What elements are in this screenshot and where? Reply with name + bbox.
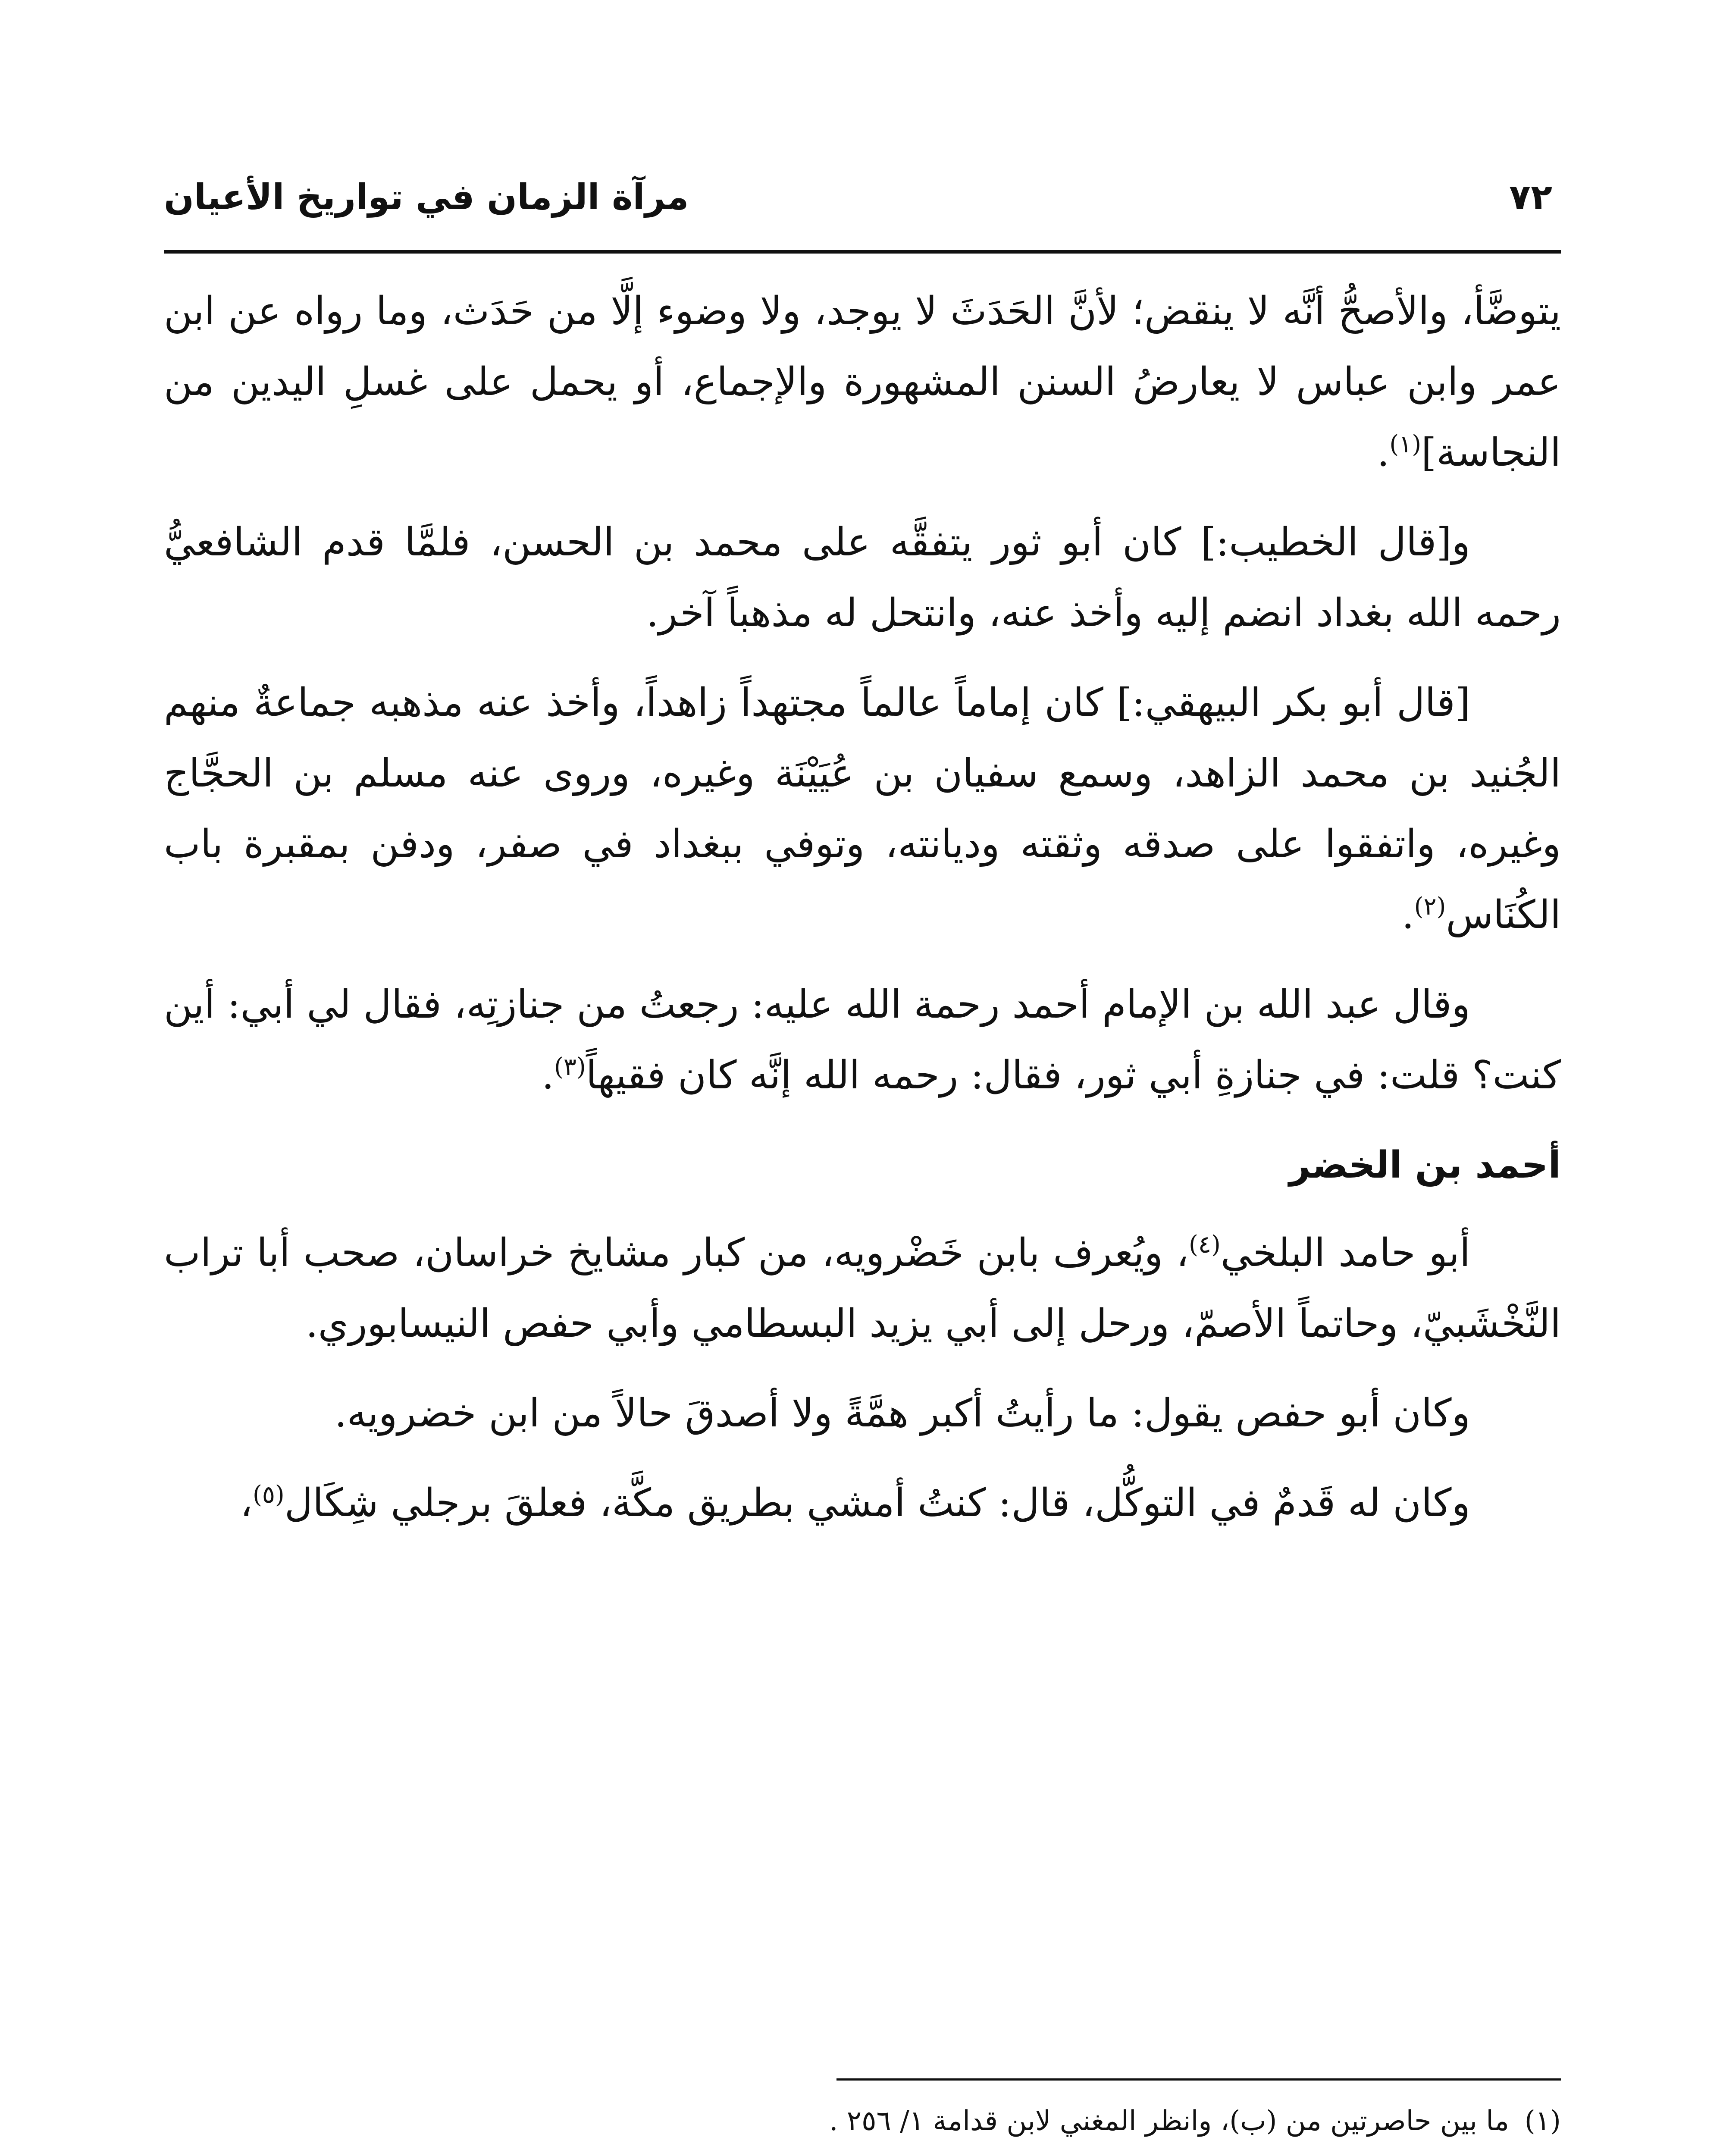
paragraph <box>164 1218 1561 1359</box>
paragraph <box>164 1468 1561 1539</box>
paragraph-text: وكان له قَدمٌ في التوكُّل، قال: كنتُ أمشي بطريق مكَّة، فعلقَ برجلي شِكَال <box>284 1480 1470 1526</box>
footnote-separator <box>836 2078 1561 2081</box>
footnote-text <box>164 2151 1509 2156</box>
footnote-reference: (٢) <box>1414 893 1446 921</box>
footnote <box>164 2096 1561 2147</box>
paragraph <box>164 1378 1561 1449</box>
footnote-reference: (٣) <box>554 1053 586 1081</box>
footnote-reference: (٤) <box>1189 1231 1221 1259</box>
paragraph-text: يتوضَّأ، والأصحُّ أنَّه لا ينقض؛ لأنَّ الحَدَثَ لا يوجد، ولا وضوء إلَّا من حَدَث، وما رواه عن ابن عمر وابن عباس لا يعارضُ السنن المشهورة والإجماع، أو يحمل على غسلِ اليدين من النجاسة] <box>164 288 1561 475</box>
paragraph-text: أبو حامد البلخي <box>1220 1230 1470 1275</box>
paragraph-text: و[قال الخطيب:] كان أبو ثور يتفقَّه على محمد بن الحسن، فلمَّا قدم الشافعيُّ رحمه الله بغداد انضم إليه وأخذ عنه، وانتحل له مذهباً آخر. <box>164 520 1561 636</box>
book-title: مرآة الزمان في تواريخ الأعيان <box>164 177 689 218</box>
paragraph: يتوضَّأ، والأصحُّ أنَّه لا ينقض؛ لأنَّ الحَدَثَ لا يوجد، ولا وضوء إلَّا من حَدَث، وما رواه عن ابن عمر وابن عباس لا يعارضُ السنن المشهورة والإجماع، أو يحمل على غسلِ اليدين من النجاسة]$^{(١)}$. <box>164 288 1561 475</box>
paragraph: وقال عبد الله بن الإمام أحمد رحمة الله عليه: رجعتُ من جنازتِه، فقال لي أبي: أين كنت؟ قلت: في جنازةِ أبي ثور، فقال: رحمه الله إنَّه كان فقيهاً$^{(٣)}$. <box>164 982 1561 1098</box>
book-page <box>164 164 1561 2156</box>
paragraph: [قال أبو بكر البيهقي:] كان إماماً عالماً مجتهداً زاهداً، وأخذ عنه مذهبه جماعةٌ منهم الجُنيد بن محمد الزاهد، وسمع سفيان بن عُيَيْنَة وغيره، وروى عنه مسلم بن الحجَّاج وغيره، واتفقوا على صدقه وثقته وديانته، وتوفي ببغداد في صفر، ودفن بمقبرة باب الكُنَاس$^{(٢)}$. <box>164 680 1561 937</box>
footnote-number <box>1509 2151 1561 2156</box>
paragraph-text: [قال أبو بكر البيهقي:] كان إماماً عالماً مجتهداً زاهداً، وأخذ عنه مذهبه جماعةٌ منهم الجُنيد بن محمد الزاهد، وسمع سفيان بن عُيَيْنَة وغيره، وروى عنه مسلم بن الحجَّاج وغيره، واتفقوا على صدقه وثقته وديانته، وتوفي ببغداد في صفر، ودفن بمقبرة باب الكُنَاس <box>164 680 1561 937</box>
footnotes <box>164 2096 1561 2156</box>
paragraph <box>164 507 1561 649</box>
footnote-text: ما بين حاصرتين من (ب)، وانظر المغني لابن قدامة ١/ ٢٥٦ . <box>829 2105 1509 2137</box>
section-title: أحمد بن الخضر <box>1289 1144 1561 1187</box>
footnote <box>164 2151 1561 2156</box>
page-number: ٧٢ <box>1509 177 1552 218</box>
paragraph-text: ، ويُعرف بابن خَضْرويه، من كبار مشايخ خراسان، صحب أبا تراب النَّخْشَبيّ، وحاتماً الأصمّ، ورحل إلى أبي يزيد البسطامي وأبي حفص النيسابوري. <box>164 1230 1561 1346</box>
paragraph-text: وقال عبد الله بن الإمام أحمد رحمة الله عليه: رجعتُ من جنازتِه، فقال لي أبي: أين كنت؟ قلت: في جنازةِ أبي ثور، فقال: رحمه الله إنَّه كان فقيهاً <box>164 982 1561 1098</box>
paragraph-text: ، <box>240 1480 253 1526</box>
main-text <box>164 276 1561 1557</box>
footnote-number: (١) <box>1524 2105 1561 2137</box>
footnote-reference: (١) <box>1389 430 1422 458</box>
running-header <box>164 164 1561 254</box>
footnote-reference: (٥) <box>252 1481 285 1509</box>
paragraph-text: وكان أبو حفص يقول: ما رأيتُ أكبر همَّةً ولا أصدقَ حالاً من ابن خضرويه. <box>334 1391 1470 1436</box>
